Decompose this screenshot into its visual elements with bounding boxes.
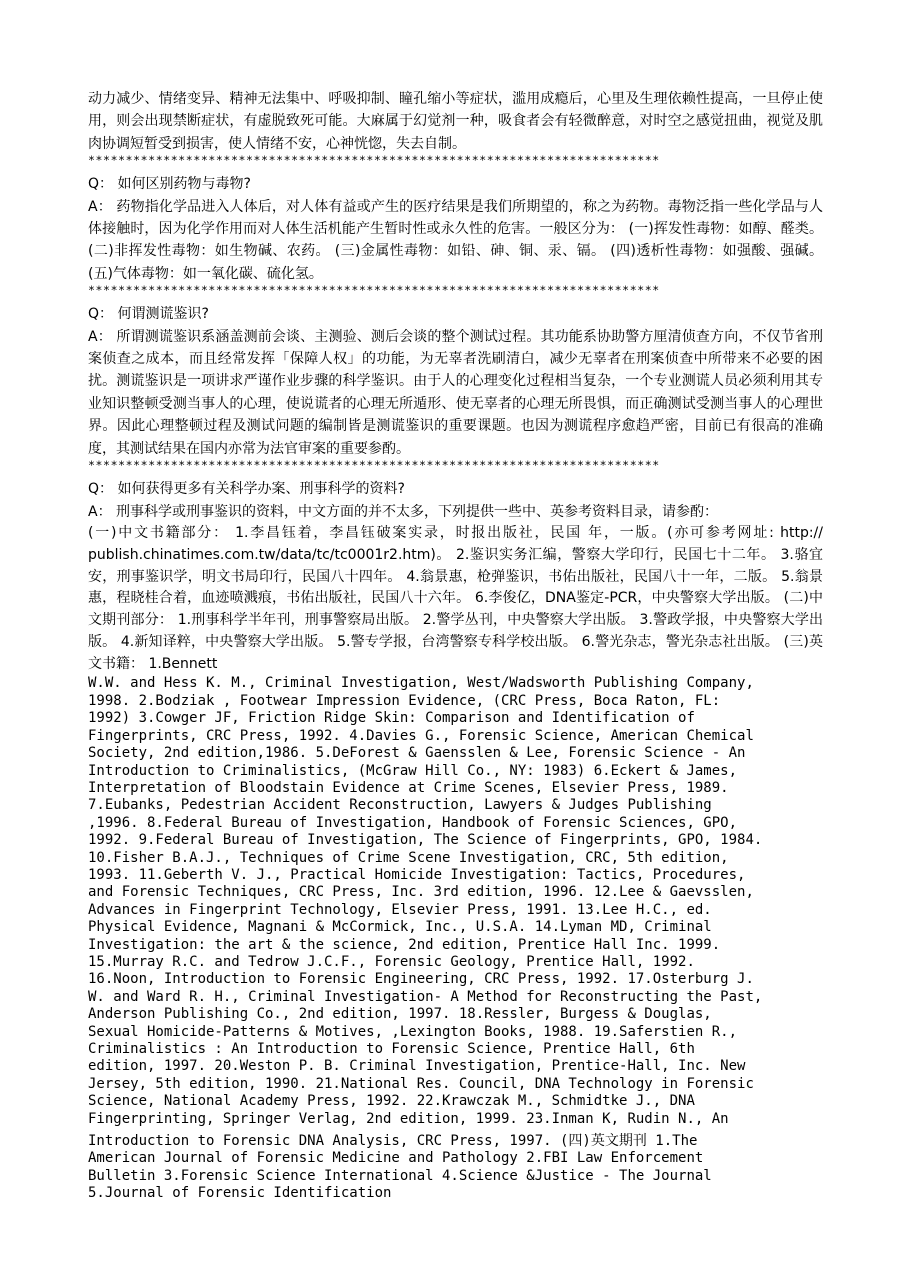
separator-2: ****************************************************************************: [88, 285, 660, 298]
question-3: Q： 如何获得更多有关科学办案、刑事科学的资料?: [88, 481, 405, 498]
separator-1: ****************************************************************************: [88, 155, 660, 168]
reference-line: 1993. 11.Geberth V. J., Practical Homicide Investigation: Tactics, Procedures,: [88, 866, 746, 883]
reference-line: Fingerprinting, Springer Verlag, 2nd edition, 1999. 23.Inman K, Rudin N., An: [88, 1110, 729, 1127]
reference-line: Advances in Fingerprint Technology, Elsevier Press, 1991. 13.Lee H.C., ed.: [88, 901, 712, 918]
reference-line: 1992. 9.Federal Bureau of Investigation, The Science of Fingerprints, GPO, 1984.: [88, 832, 763, 849]
answer-1: A： 药物指化学品进入人体后，对人体有益或产生的医疗结果是我们所期望的，称之为药物。毒物泛指一些化学品与人体接触时，因为化学作用而对人体生活机能产生暂时性或永久性的危害。一般区分为： (一)挥发性毒物：如醇、醛类。 (二)非挥发性毒物：如生物碱、农药。 (三)金属性毒物：如铅、砷、铜、汞、镉。 (四)透析性毒物：如强酸、强碱。 (五)气体毒物：如一氧化碳、硫化氢。: [88, 198, 823, 282]
answer-3: A： 刑事科学或刑事鉴识的资料，中文方面的并不太多，下列提供一些中、英参考资料目录，请参酌：: [88, 503, 719, 520]
reference-line: Science, National Academy Press, 1992. 22.Krawczak M., Schmidtke J., DNA: [88, 1093, 695, 1110]
reference-line: 16.Noon, Introduction to Forensic Engineering, CRC Press, 1992. 17.Osterburg J.: [88, 971, 754, 988]
reference-line: Introduction to Criminalistics, (McGraw Hill Co., NY: 1983) 6.Eckert & James,: [88, 762, 738, 779]
reference-line: Anderson Publishing Co., 2nd edition, 1997. 18.Ressler, Burgess & Douglas,: [88, 1006, 712, 1023]
references-tail: Introduction to Forensic DNA Analysis, CRC Press, 1997. (四)英文期刊 1.The American Journal of Forensic Medicine and Pathology 2.FBI Law Enforcement Bulletin 3.Forensic Science International 4.Science &Justice - The Journal 5.Journal of Forensic Identification: [88, 1133, 712, 1202]
question-1: Q： 如何区别药物与毒物?: [88, 176, 251, 193]
references-english: [88, 675, 823, 1128]
reference-line: and Forensic Techniques, CRC Press, Inc. 3rd edition, 1996. 12.Lee & Gaevsslen,: [88, 884, 754, 901]
reference-line: 15.Murray R.C. and Tedrow J.C.F., Forensic Geology, Prentice Hall, 1992.: [88, 953, 695, 970]
reference-line: ,1996. 8.Federal Bureau of Investigation, Handbook of Forensic Sciences, GPO,: [88, 814, 738, 831]
reference-line: Society, 2nd edition,1986. 5.DeForest & Gaensslen & Lee, Forensic Science - An: [88, 745, 746, 762]
reference-line: W.W. and Hess K. M., Criminal Investigation, West/Wadsworth Publishing Company,: [88, 675, 754, 692]
intro-paragraph: 动力减少、情绪变异、精神无法集中、呼吸抑制、瞳孔缩小等症状，滥用成瘾后，心里及生理依赖性提高，一旦停止使用，则会出现禁断症状，有虚脱致死可能。大麻属于幻觉剂一种，吸食者会有轻微醉意，对时空之感觉扭曲，视觉及肌肉协调短暂受到损害，使人情绪不安，心神恍惚，失去自制。: [88, 91, 823, 152]
references-chinese: (一)中文书籍部分： 1.李昌钰着，李昌钰破案实录，时报出版社，民国 年，一版。(亦可参考网址: http:// publish.chinatimes.com.tw/data/tc/tc0001r2.htm)。 2.鉴识实务汇编，警察大学印行，民国七十二年。 3.骆宜安，刑事鉴识学，明文书局印行，民国八十四年。 4.翁景惠，枪弹鉴识，书佑出版社，民国八十一年，二版。 5.翁景惠，程晓桂合着，血迹喷溅痕，书佑出版社，民国八十六年。 6.李俊亿，DNA鉴定-PCR，中央警察大学出版。 (二)中文期刊部分： 1.刑事科学半年刊，刑事警察局出版。 2.警学丛刊，中央警察大学出版。 3.警政学报，中央警察大学出版。 4.新知译粹，中央警察大学出版。 5.警专学报，台湾警察专科学校出版。 6.警光杂志，警光杂志社出版。 (三)英文书籍： 1.Bennett: [88, 524, 823, 672]
reference-line: Jersey, 5th edition, 1990. 21.National Res. Council, DNA Technology in Forensic: [88, 1075, 754, 1092]
reference-line: Interpretation of Bloodstain Evidence at Crime Scenes, Elsevier Press, 1989.: [88, 779, 729, 796]
reference-line: Criminalistics : An Introduction to Forensic Science, Prentice Hall, 6th: [88, 1041, 695, 1058]
reference-line: edition, 1997. 20.Weston P. B. Criminal Investigation, Prentice-Hall, Inc. New: [88, 1058, 746, 1075]
reference-line: 1998. 2.Bodziak , Footwear Impression Evidence, (CRC Press, Boca Raton, FL:: [88, 692, 721, 709]
reference-line: Physical Evidence, Magnani & McCormick, Inc., U.S.A. 14.Lyman MD, Criminal: [88, 919, 712, 936]
reference-line: Investigation: the art & the science, 2nd edition, Prentice Hall Inc. 1999.: [88, 936, 721, 953]
reference-line: Sexual Homicide-Patterns & Motives, ,Lexington Books, 1988. 19.Saferstien R.,: [88, 1023, 738, 1040]
reference-line: 7.Eubanks, Pedestrian Accident Reconstruction, Lawyers & Judges Publishing: [88, 797, 712, 814]
reference-line: Fingerprints, CRC Press, 1992. 4.Davies G., Forensic Science, American Chemical: [88, 727, 754, 744]
separator-3: ****************************************************************************: [88, 460, 660, 473]
answer-2: A： 所谓测谎鉴识系涵盖测前会谈、主测验、测后会谈的整个测试过程。其功能系协助警方厘清侦查方向，不仅节省刑案侦查之成本，而且经常发挥「保障人权」的功能，为无辜者洗刷清白，减少无辜者在刑案侦查中所带来不必要的困扰。测谎鉴识是一项讲求严谨作业步骤的科学鉴识。由于人的心理变化过程相当复杂，一个专业测谎人员必须利用其专业知识整顿受测当事人的心理，使说谎者的心理无所遁形、使无辜者的心理无所畏惧，而正确测试受测当事人的心理世界。因此心理整顿过程及测试问题的编制皆是测谎鉴识的重要课题。也因为测谎程序愈趋严密，目前已有很高的准确度，其测试结果在国内亦常为法官审案的重要参酌。: [88, 328, 823, 457]
reference-line: 1992) 3.Cowger JF, Friction Ridge Skin: Comparison and Identification of: [88, 710, 695, 727]
reference-line: 10.Fisher B.A.J., Techniques of Crime Scene Investigation, CRC, 5th edition,: [88, 849, 729, 866]
document-page: [88, 88, 823, 1203]
question-2: Q： 何谓测谎鉴识?: [88, 306, 209, 323]
reference-line: W. and Ward R. H., Criminal Investigation- A Method for Reconstructing the Past,: [88, 988, 763, 1005]
